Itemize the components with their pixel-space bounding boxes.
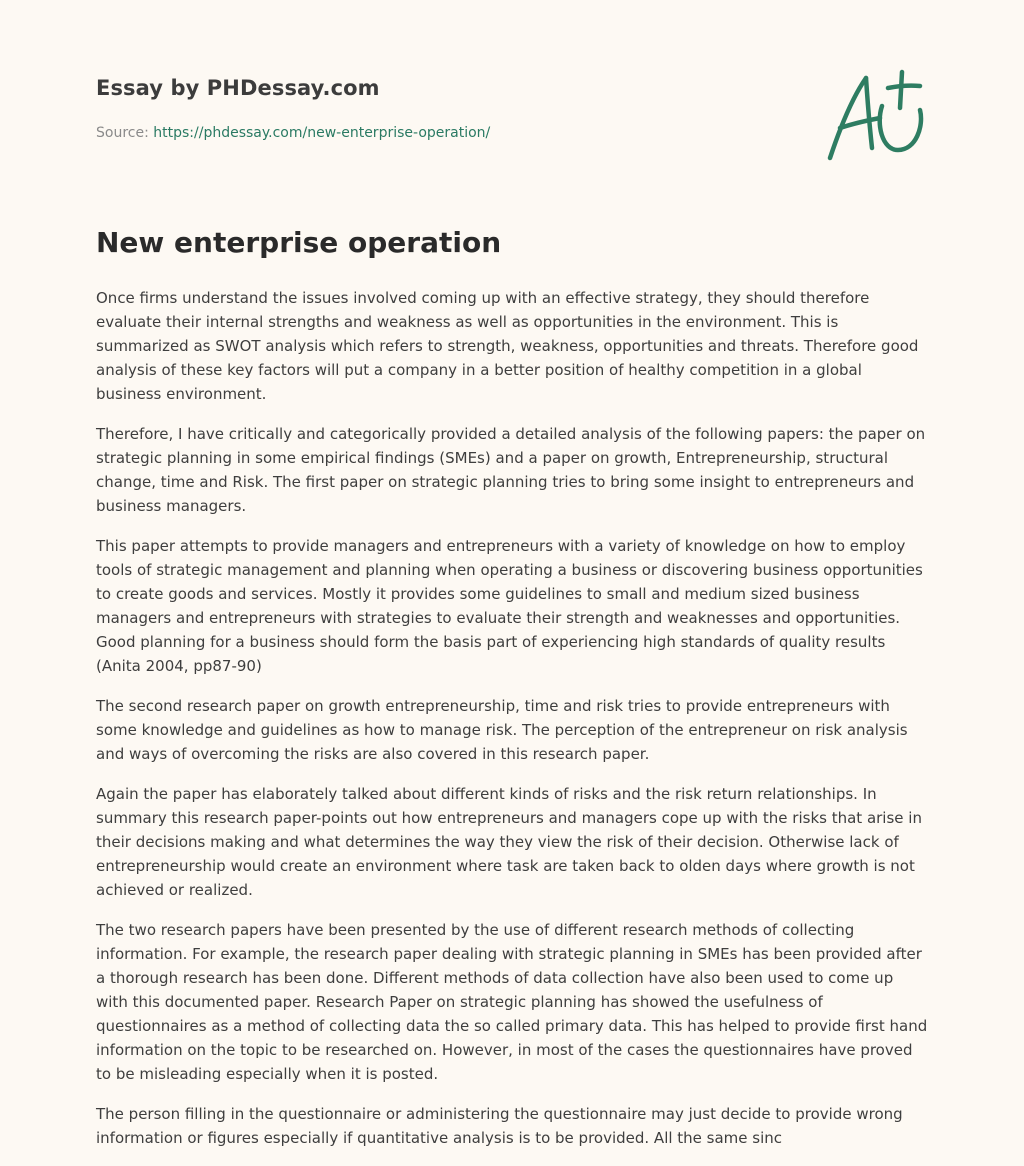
- source-label: Source:: [96, 125, 149, 141]
- essay-paragraph: The person filling in the questionnaire or administering the questionnaire may just decide to provide wrong information or figures especially if quantitative analysis is to be provided. All the same sinc: [96, 1105, 903, 1147]
- essay-paragraph: Once firms understand the issues involved coming up with an effective strategy, they should therefore evaluate their internal strengths and weakness as well as opportunities in the environment. This is summarized as SWOT analysis which refers to strength, weakness, opportunities and threats. Therefore good analysis of these key factors will put a company in a better position of healthy competition in a global business environment.: [96, 289, 919, 403]
- essay-paragraph: Therefore, I have critically and categorically provided a detailed analysis of the following papers: the paper on strategic planning in some empirical findings (SMEs) and a paper on growth, Entrepreneurship, structural change, time and Risk. The first paper on strategic planning tries to bring some insight to entrepreneurs and business managers.: [96, 425, 926, 515]
- essay-paragraph: Again the paper has elaborately talked about different kinds of risks and the risk return relationships. In summary this research paper-points out how entrepreneurs and managers cope up with the risks that arise in their decisions making and what determines the way they view the risk of their decision. Otherwise lack of entrepreneurship would create an environment where task are taken back to olden days where growth is not achieved or realized.: [96, 785, 922, 899]
- essay-body: [96, 286, 928, 1166]
- source-line: [96, 125, 490, 141]
- essay-paragraph: The two research papers have been presented by the use of different research methods of collecting information. For example, the research paper dealing with strategic planning in SMEs has been provided after a thorough research has been done. Different methods of data collection have also been used to come up with this documented paper. Research Paper on strategic planning has showed the usefulness of questionnaires as a method of collecting data the so called primary data. This has helped to provide first hand information on the topic to be researched on. However, in most of the cases the questionnaires have proved to be misleading especially when it is posted.: [96, 921, 928, 1083]
- source-link[interactable]: https://phdessay.com/new-enterprise-operation/: [153, 125, 491, 141]
- essay-paragraph: This paper attempts to provide managers and entrepreneurs with a variety of knowledge on how to employ tools of strategic management and planning when operating a business or discovering business opportunities to create goods and services. Mostly it provides some guidelines to small and medium sized business managers and entrepreneurs with strategies to evaluate their strength and weaknesses and opportunities. Good planning for a business should form the basis part of experiencing high standards of quality results (Anita 2004, pp87-90): [96, 537, 923, 675]
- essay-paragraph: The second research paper on growth entrepreneurship, time and risk tries to provide entrepreneurs with some knowledge and guidelines as how to manage risk. The perception of the entrepreneur on risk analysis and ways of overcoming the risks are also covered in this research paper.: [96, 697, 908, 763]
- site-title: Essay by PHDessay.com: [96, 76, 380, 100]
- a-plus-logo-icon: [824, 68, 928, 164]
- essay-title: New enterprise operation: [96, 226, 502, 259]
